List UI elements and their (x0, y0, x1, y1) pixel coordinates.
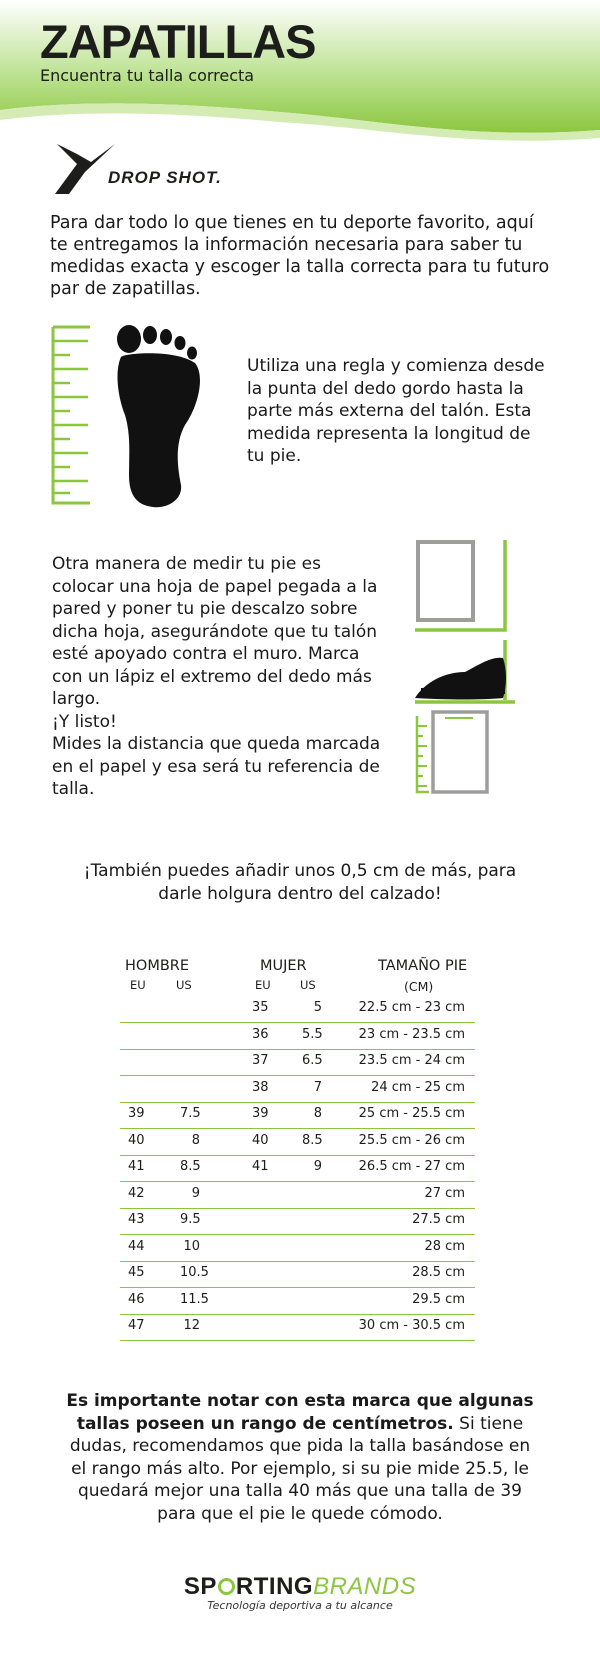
foot-size-cell: 22.5 cm - 23 cm (358, 1000, 465, 1015)
hombre-eu-cell: 44 (128, 1238, 145, 1254)
hombre-us-cell: 10.5 (180, 1265, 209, 1280)
foot-size-cell: 28 cm (424, 1238, 465, 1254)
sporting-brands-logo (0, 1573, 600, 1612)
hombre-us-cell: 9 (191, 1185, 200, 1201)
hombre-eu-cell: 47 (128, 1318, 145, 1333)
foot-size-cell: 25.5 cm - 26 cm (358, 1132, 465, 1148)
mujer-us-cell: 9 (313, 1159, 322, 1174)
table-row (120, 1074, 475, 1103)
table-row (120, 1100, 475, 1129)
hombre-us-cell: 12 (183, 1318, 200, 1333)
table-row (120, 1206, 475, 1235)
table-row (120, 1312, 475, 1341)
table-row (120, 1259, 475, 1288)
hombre-eu-cell: 45 (128, 1265, 145, 1280)
drop-shot-logo-icon (55, 142, 115, 197)
mujer-us-cell: 8 (313, 1106, 322, 1121)
table-row (120, 1153, 475, 1182)
mujer-eu-cell: 38 (252, 1079, 269, 1095)
subheader-mujer-us: US (300, 978, 316, 992)
brand-name-brands: BRANDS (313, 1573, 417, 1600)
hombre-eu-cell: 41 (128, 1159, 145, 1174)
paper-wall-illustration (415, 540, 520, 810)
paper-method-text: Otra manera de medir tu pie es colocar una hoja de papel pegada a la pared y poner tu pie descalzo sobre dicha hoja, asegurándote que tu talón esté apoyado contra el muro. Marca con un lápiz el extremo del dedo más largo. ¡Y listo! Mides la distancia que queda marcada en el papel y esa será tu referencia de talla. (52, 554, 381, 799)
subheader-mujer-eu: EU (255, 978, 271, 992)
tip-text (0, 860, 600, 905)
table-row (120, 1021, 475, 1050)
hombre-us-cell: 7.5 (180, 1106, 201, 1121)
hombre-eu-cell: 46 (128, 1291, 145, 1307)
mujer-us-cell: 8.5 (302, 1132, 323, 1148)
foot-size-cell: 28.5 cm (412, 1265, 465, 1280)
mujer-eu-cell: 36 (252, 1026, 269, 1042)
table-row (120, 1047, 475, 1076)
table-row (120, 1286, 475, 1315)
foot-size-cell: 27 cm (424, 1185, 465, 1201)
foot-size-cell: 23 cm - 23.5 cm (358, 1026, 465, 1042)
note-bold: Es importante notar con esta marca que algunas tallas poseen un rango de centímetros. (66, 1391, 534, 1434)
hombre-eu-cell: 39 (128, 1106, 145, 1121)
foot-size-cell: 23.5 cm - 24 cm (358, 1053, 465, 1068)
hombre-eu-cell: 40 (128, 1132, 145, 1148)
subheader-hombre-eu: EU (130, 978, 146, 992)
table-row (120, 994, 475, 1023)
brand-o-icon (218, 1578, 235, 1595)
hombre-us-cell: 9.5 (180, 1212, 201, 1227)
brand-tagline: Tecnología deportiva a tu alcance (207, 1599, 393, 1612)
brand-name-rting: RTING (235, 1573, 314, 1600)
table-row (120, 1180, 475, 1209)
mujer-us-cell: 7 (313, 1079, 322, 1095)
ruler-icon (50, 325, 95, 505)
hombre-us-cell: 8.5 (180, 1159, 201, 1174)
subheader-cm: (CM) (404, 979, 434, 994)
page-title: ZAPATILLAS (40, 15, 316, 68)
ruler-method-text: Utiliza una regla y comienza desde la punta del dedo gordo hasta la parte más externa del talón. Esta medida representa la longitud de tu pie. (247, 356, 545, 466)
intro-paragraph: Para dar todo lo que tienes en tu deporte favorito, aquí te entregamos la información necesaria para saber tu medidas exacta y escoger la talla correcta para tu futuro par de zapatillas. (50, 213, 550, 299)
mujer-eu-cell: 40 (252, 1132, 269, 1148)
header-tamano-pie: TAMAÑO PIE (378, 958, 468, 974)
note-regular: Si tiene dudas, recomendamos que pida la talla basándose en el rango más alto. Por ejemplo, si su pie mide 25.5, le quedará mejor una talla 40 más que una talla de 39 para que el pie le quede cómodo. (69, 1413, 531, 1524)
mujer-us-cell: 6.5 (302, 1053, 323, 1068)
important-note (65, 1390, 535, 1525)
hombre-us-cell: 11.5 (180, 1291, 209, 1307)
table-row (120, 1127, 475, 1156)
mujer-us-cell: 5 (313, 1000, 322, 1015)
foot-size-cell: 24 cm - 25 cm (371, 1079, 465, 1095)
table-row (120, 1233, 475, 1262)
tip-text-content: ¡También puedes añadir unos 0,5 cm de más, para darle holgura dentro del calzado! (83, 861, 517, 904)
mujer-us-cell: 5.5 (302, 1026, 323, 1042)
foot-size-cell: 26.5 cm - 27 cm (358, 1159, 465, 1174)
mujer-eu-cell: 41 (252, 1159, 269, 1174)
header-hombre: HOMBRE (125, 958, 190, 974)
foot-size-cell: 27.5 cm (412, 1212, 465, 1227)
hombre-eu-cell: 43 (128, 1212, 145, 1227)
foot-sole-icon (115, 325, 215, 510)
foot-size-cell: 25 cm - 25.5 cm (358, 1106, 465, 1121)
hombre-us-cell: 8 (191, 1132, 200, 1148)
foot-size-cell: 29.5 cm (412, 1291, 465, 1307)
page-subtitle: Encuentra tu talla correcta (40, 66, 255, 85)
drop-shot-logo-text: DROP SHOT. (108, 168, 222, 187)
hombre-eu-cell: 42 (128, 1185, 145, 1201)
foot-size-cell: 30 cm - 30.5 cm (358, 1318, 465, 1333)
subheader-hombre-us: US (176, 978, 192, 992)
mujer-eu-cell: 39 (252, 1106, 269, 1121)
brand-name (0, 1573, 600, 1601)
header-mujer: MUJER (260, 958, 307, 974)
mujer-eu-cell: 37 (252, 1053, 269, 1068)
hombre-us-cell: 10 (183, 1238, 200, 1254)
mujer-eu-cell: 35 (252, 1000, 269, 1015)
brand-name-sp: SP (183, 1573, 217, 1600)
